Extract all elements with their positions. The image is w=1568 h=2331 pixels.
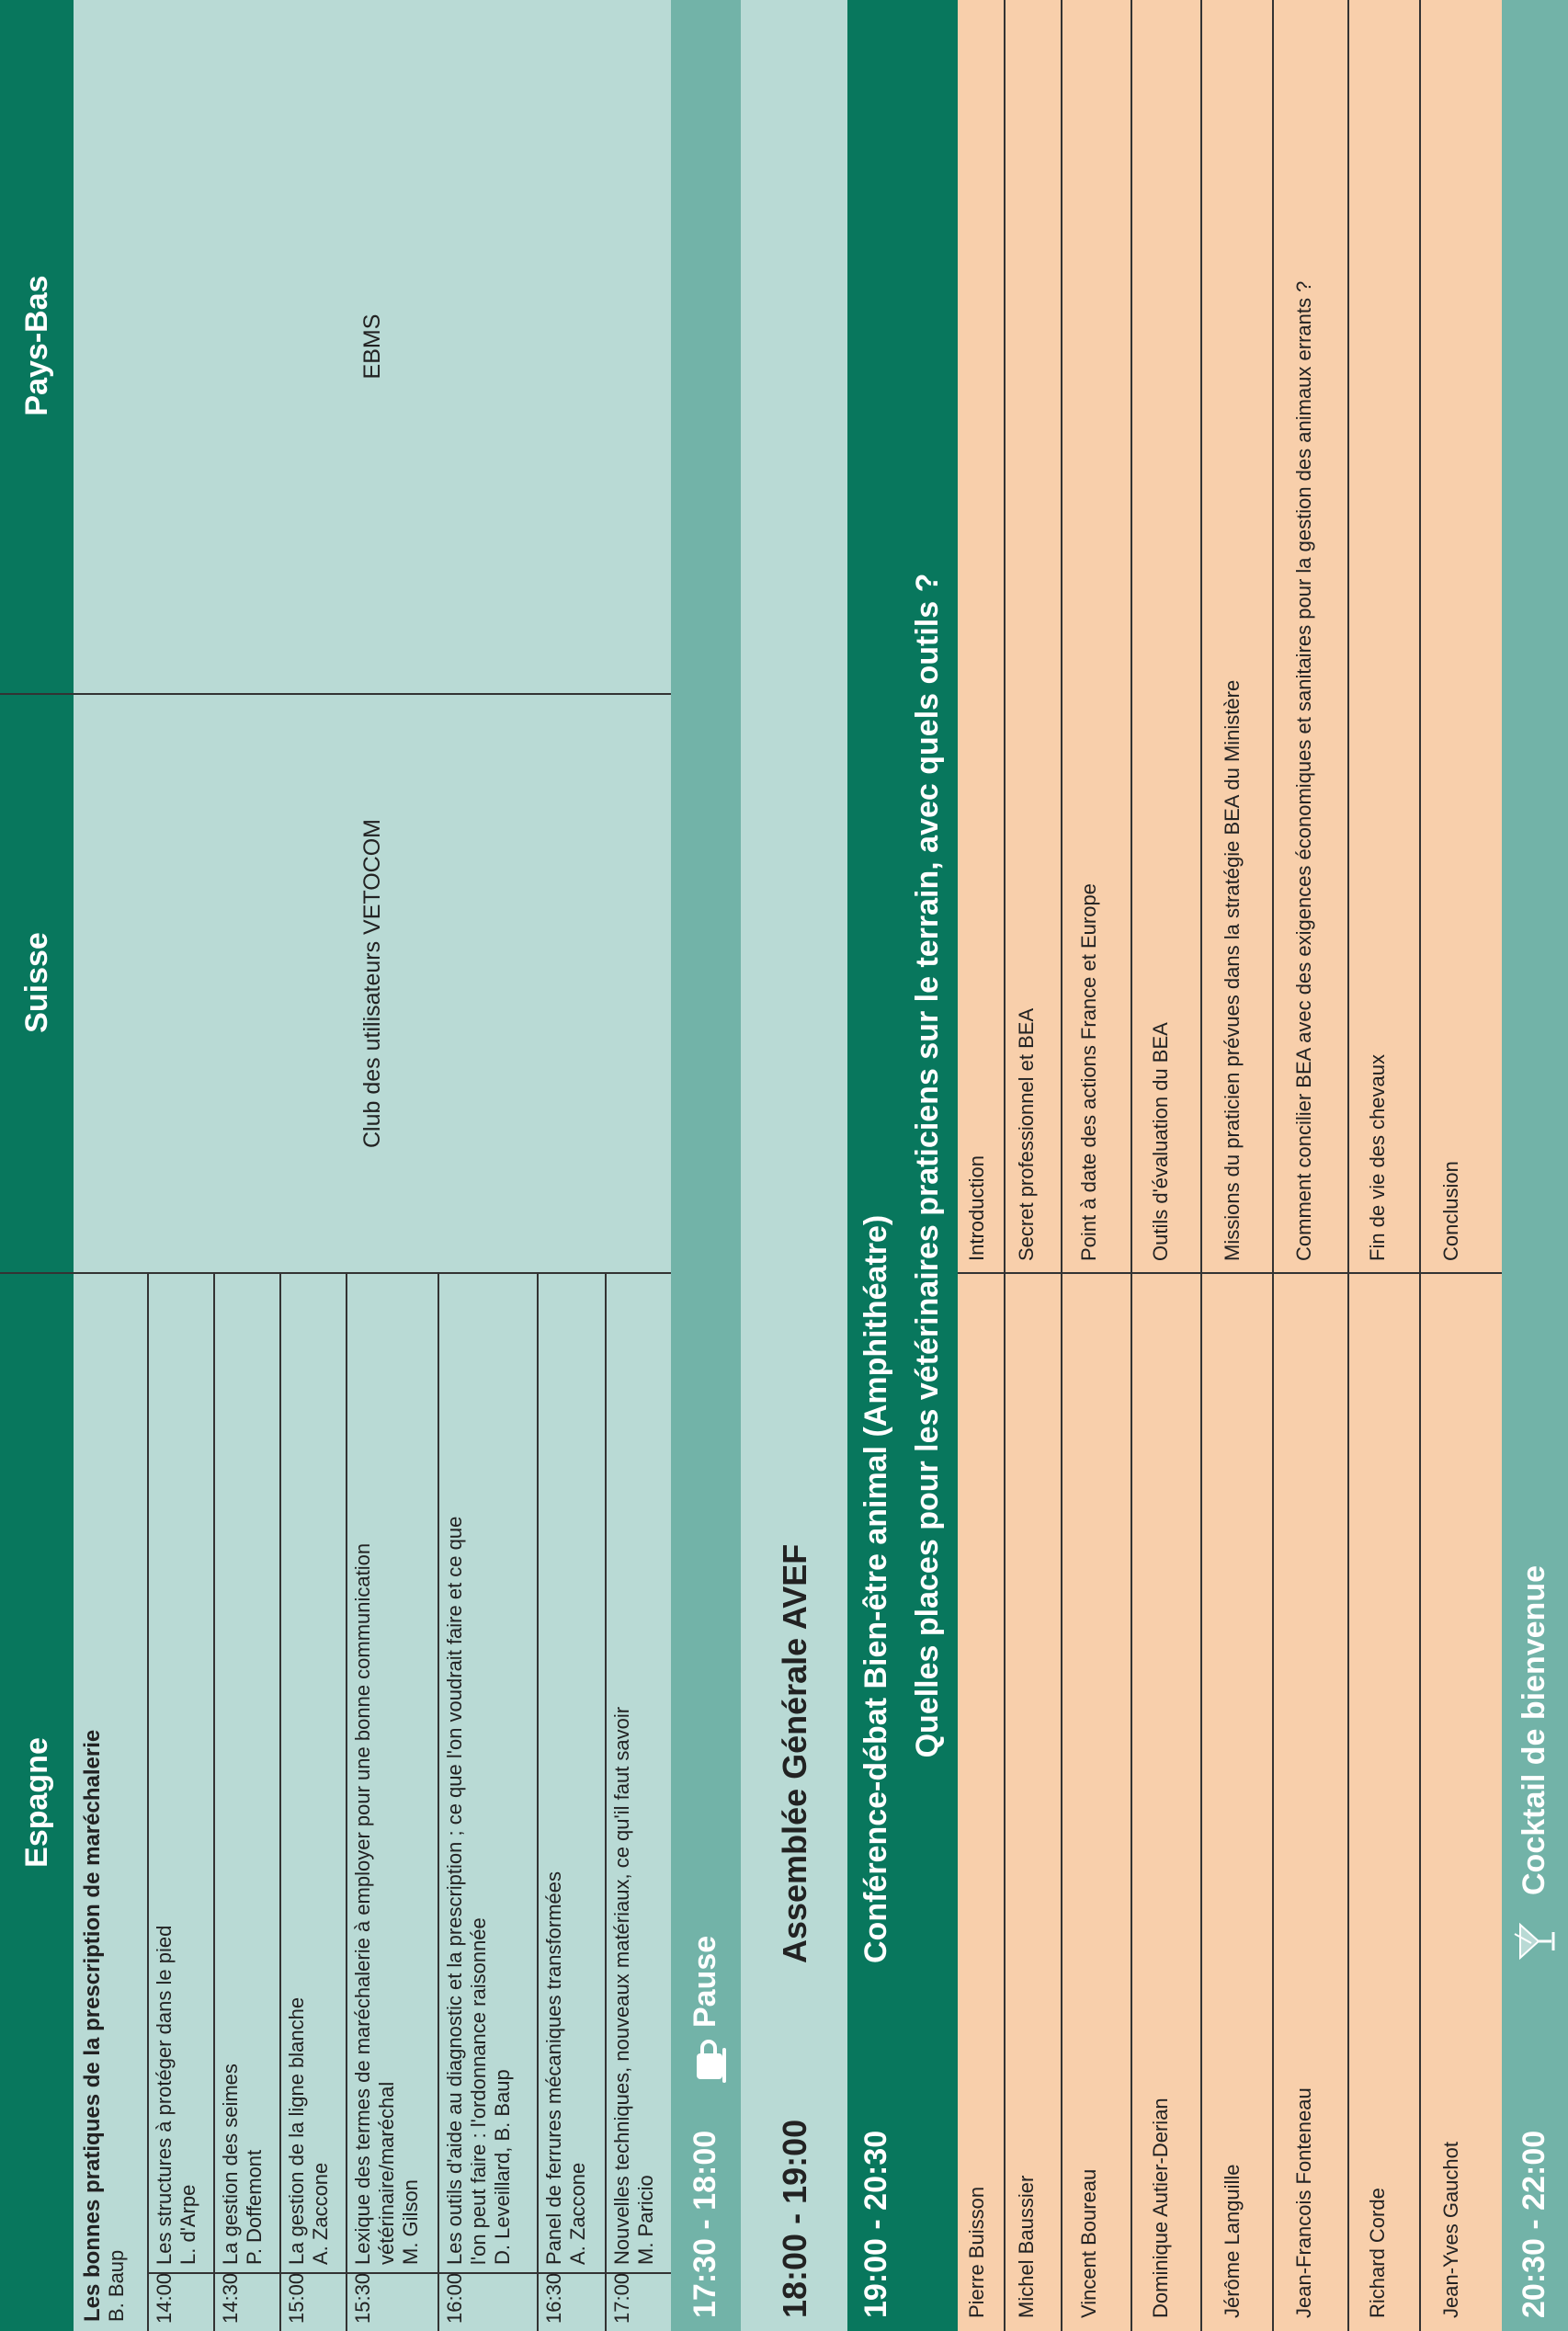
- speaker-name: Michel Baussier: [1015, 2175, 1038, 2318]
- session-divider: [437, 1274, 439, 2331]
- speaker-name: Pierre Buisson: [965, 2186, 988, 2318]
- conference-title: Conférence-débat Bien-être animal (Amphithéatre): [858, 1214, 893, 1963]
- session-time: 14:00: [153, 2272, 176, 2324]
- session-text: Les structures à protéger dans le pied L. d'Arpe: [153, 1925, 199, 2265]
- pays-bas-cell: [74, 0, 671, 693]
- cocktail-glass-icon: [1511, 1917, 1559, 1965]
- conference-subtitle: Quelles places pour les vétérinaires praticiens sur le terrain, avec quels outils ?: [910, 573, 945, 1758]
- speaker-name: Jean-Francois Fonteneau: [1292, 2087, 1315, 2318]
- speaker-name: Richard Corde: [1366, 2188, 1389, 2318]
- pays-bas-text: EBMS: [358, 313, 385, 380]
- speaker-topic: Introduction: [965, 1155, 988, 1261]
- header-espagne: [0, 1274, 74, 2331]
- session-text: Les outils d'aide au diagnostic et la prescription ; ce que l'on voudrait faire et ce que l'on peut faire : l'ordonnance raisonnée D. Leveillard, B. Baup: [443, 1516, 514, 2265]
- speaker-topic: Outils d'évaluation du BEA: [1149, 1022, 1172, 1261]
- session-text: La gestion des seimes P. Doffemont: [219, 2064, 266, 2265]
- session-text: Nouvelles techniques, nouveaux matériaux, ce qu'il faut savoir M. Paricio: [610, 1706, 657, 2265]
- session-time: 17:00: [610, 2272, 633, 2324]
- header-pays-bas-label: Pays-Bas: [18, 275, 54, 416]
- speaker-name: Jérôme Languille: [1221, 2164, 1244, 2318]
- speaker-topic: Point à date des actions France et Europe: [1077, 883, 1100, 1261]
- session-time: 14:30: [219, 2272, 242, 2324]
- header-pays-bas: [0, 0, 74, 695]
- session-text: La gestion de la ligne blanche A. Zaccone: [285, 1996, 332, 2265]
- suisse-text: Club des utilisateurs VETOCOM: [358, 819, 385, 1148]
- table-row-divider: [1347, 0, 1349, 2331]
- session-divider: [605, 1274, 607, 2331]
- session-time: 15:00: [285, 2272, 308, 2324]
- speaker-name: Vincent Boureau: [1077, 2168, 1100, 2318]
- pause-time: 17:30 - 18:00: [687, 2130, 722, 2318]
- speaker-name: Dominique Autier-Derian: [1149, 2098, 1172, 2318]
- session-time: 16:00: [443, 2272, 466, 2324]
- cocktail-label: Cocktail de bienvenue: [1517, 1565, 1551, 1895]
- suisse-cell: [74, 695, 671, 1272]
- pause-band: [671, 0, 741, 2331]
- speaker-name: Jean-Yves Gauchot: [1439, 2141, 1462, 2318]
- session-divider: [346, 1274, 347, 2331]
- speaker-topic: Secret professionnel et BEA: [1015, 1007, 1038, 1261]
- cocktail-time: 20:30 - 22:00: [1517, 2130, 1551, 2318]
- session-time: 15:30: [351, 2272, 374, 2324]
- session-divider: [213, 1274, 215, 2331]
- espagne-track-moderator: B. Baup: [105, 2249, 128, 2322]
- assemblee-band: [741, 0, 847, 2331]
- table-row-divider: [1272, 0, 1274, 2331]
- table-row-divider: [1419, 0, 1421, 2331]
- conference-band: [847, 0, 958, 2331]
- speaker-topic: Comment concilier BEA avec des exigences économiques et sanitaires pour la gestion des animaux errants ?: [1292, 280, 1315, 1261]
- session-time: 16:30: [542, 2272, 565, 2324]
- conference-time: 19:00 - 20:30: [858, 2130, 893, 2318]
- session-text: Panel de ferrures mécaniques transformées A. Zaccone: [542, 1871, 589, 2265]
- table-row-divider: [1200, 0, 1202, 2331]
- coffee-cup-icon: [684, 2039, 728, 2085]
- speaker-topic: Fin de vie des chevaux: [1366, 1053, 1389, 1261]
- header-suisse-label: Suisse: [18, 932, 54, 1033]
- divider-espagne-suisse: [74, 1272, 671, 1274]
- session-divider: [537, 1274, 539, 2331]
- assemblee-label: Assemblée Générale AVEF: [776, 1543, 813, 1963]
- table-row-divider: [1131, 0, 1132, 2331]
- session-text: Lexique des termes de maréchalerie à employer pour une bonne communication vétérinaire/maréchal M. Gilson: [351, 1542, 422, 2265]
- pause-label: Pause: [687, 1935, 722, 2028]
- assemblee-time: 18:00 - 19:00: [776, 2119, 813, 2318]
- espagne-track-title: Les bonnes pratiques de la prescription de maréchalerie: [80, 1729, 105, 2322]
- speaker-topic: Conclusion: [1439, 1161, 1462, 1261]
- cocktail-band: [1502, 0, 1568, 2331]
- session-divider: [279, 1274, 281, 2331]
- speaker-topic: Missions du praticien prévues dans la stratégie BEA du Ministère: [1221, 679, 1244, 1261]
- header-espagne-label: Espagne: [18, 1737, 54, 1868]
- header-suisse: [0, 693, 74, 1274]
- table-row-divider: [1061, 0, 1062, 2331]
- espagne-rule: [147, 1274, 149, 2331]
- table-row-divider: [1004, 0, 1006, 2331]
